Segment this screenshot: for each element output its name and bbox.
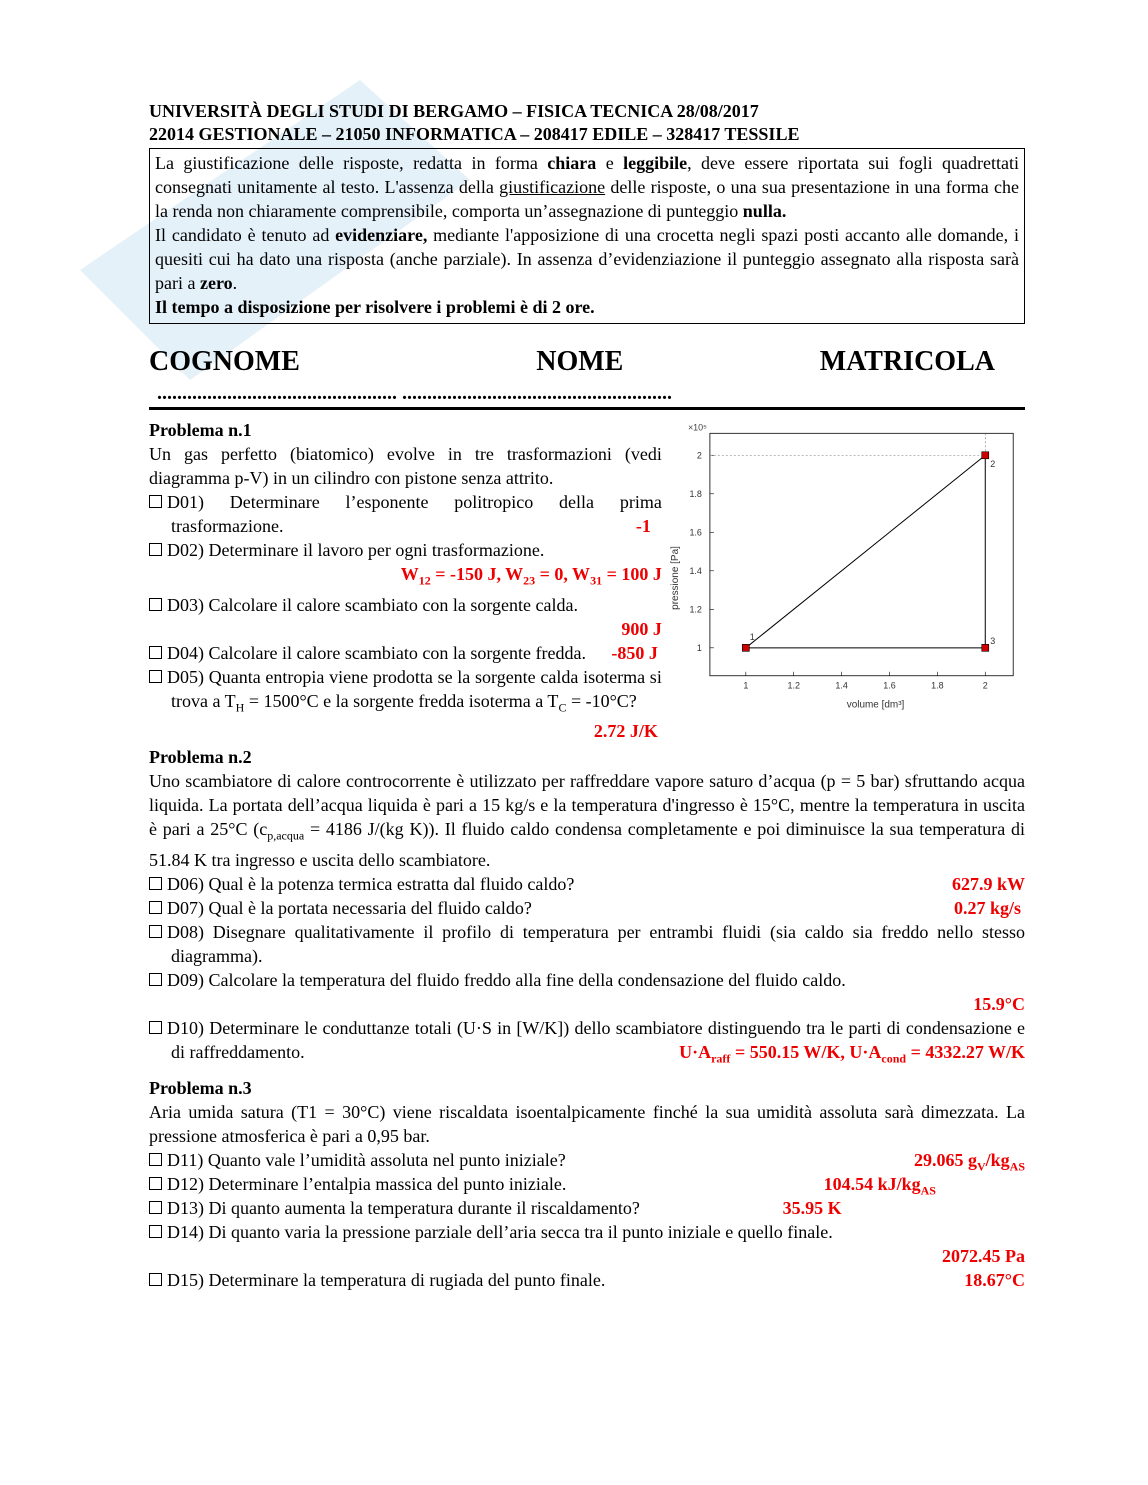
checkbox-d07[interactable] — [149, 901, 162, 914]
answer-d15: 18.67°C — [964, 1270, 1025, 1291]
y-multiplier-label: ×10⁵ — [687, 422, 707, 433]
question-d12: D12) Determinare l’entalpia massica del punto iniziale. 104.54 $kJ/kg_{AS}$ — [149, 1172, 1025, 1196]
exam-header — [149, 100, 1025, 146]
state-point-label: 1 — [749, 631, 755, 642]
answer-d05: 2.72 J/K — [593, 721, 658, 742]
cognome-label: COGNOME — [149, 346, 300, 377]
y-tick-label: 1.4 — [689, 565, 702, 576]
problem-1-intro: Un gas perfetto (biatomico) evolve in tre trasformazioni (vedi diagramma p-V) in un cilindro con pistone senza attrito. — [149, 444, 662, 488]
problem-3-intro: Aria umida satura (T1 = 30°C) viene riscaldata isoentalpicamente finché la sua umidità assoluta sarà dimezzata. La pressione atmosferica è pari a 0,95 bar. — [149, 1102, 1025, 1147]
y-tick-label: 2 — [696, 450, 702, 461]
answer-d14: 2072.45 Pa — [942, 1246, 1025, 1267]
x-tick-label: 1.8 — [930, 680, 944, 691]
problem-1 — [149, 418, 1025, 743]
problem-3 — [149, 1076, 1025, 1292]
question-d11: D11) Quanto vale l’umidità assoluta nel punto iniziale? 29.065 $g_V/kg_{AS}$ — [149, 1148, 1025, 1172]
instructions-paragraph-1: La giustificazione delle risposte, redatta in forma chiara e leggibile, deve essere riportata sui fogli quadrettati consegnati unitamente al testo. L'assenza della giustificazione delle risposte, o una sua presentazione in una forma che la renda non chiaramente comprensibile, comporta un’assegnazione di punteggio nulla. — [155, 153, 1019, 221]
pv-diagram-chart — [666, 418, 1025, 718]
problem-1-title: Problema n.1 — [149, 420, 252, 440]
state-point-label: 3 — [990, 635, 996, 646]
checkbox-d10[interactable] — [149, 1021, 162, 1034]
checkbox-d04[interactable] — [149, 646, 162, 659]
y-tick-label: 1.2 — [689, 604, 702, 615]
matricola-label: MATRICOLA — [819, 346, 995, 377]
problem-2 — [149, 745, 1025, 1070]
y-tick-label: 1.8 — [689, 488, 702, 499]
checkbox-d12[interactable] — [149, 1177, 162, 1190]
instructions-paragraph-2: Il candidato è tenuto ad evidenziare, mediante l'apposizione di una crocetta negli spazi posti accanto alle domande, i quesiti cui ha dato una risposta (anche parziale). In assenza d’evidenziazione il punteggio assegnato alla risposta sarà pari a zero. — [155, 225, 1019, 293]
question-d15: D15) Determinare la temperatura di rugiada del punto finale. 18.67°C — [149, 1268, 1025, 1292]
answer-d02: $W_{12} = -150$ J, $W_{23} = 0$, $W_{31} = 100$ J — [400, 564, 662, 588]
answer-d11: 29.065 $g_V/kg_{AS}$ — [913, 1150, 1025, 1174]
state-point-label: 2 — [990, 459, 996, 470]
question-d05: D05) Quanta entropia viene prodotta se la sorgente calda isoterma si trova a $T_H = 1500^\circ C$ e la sorgente fredda isoterma a $T_C = -10^\circ C$? 2.72 J/K — [149, 665, 662, 720]
answer-d09: 15.9°C — [973, 993, 1025, 1014]
instructions-time: Il tempo a disposizione per risolvere i problemi è di 2 ore. — [155, 297, 595, 317]
checkbox-d05[interactable] — [149, 670, 162, 683]
y-tick-label: 1 — [696, 642, 702, 653]
state-point-3 — [982, 644, 989, 651]
question-d01: D01) Determinare l’esponente politropico della prima trasformazione. -1 — [149, 490, 662, 538]
checkbox-d11[interactable] — [149, 1153, 162, 1166]
problem-2-title: Problema n.2 — [149, 747, 252, 768]
x-tick-label: 1.6 — [883, 680, 896, 691]
question-d07: D07) Qual è la portata necessaria del fluido caldo? 0.27 kg/s — [149, 896, 1025, 920]
state-point-1 — [742, 644, 749, 651]
answer-d04: -850 J — [611, 642, 658, 663]
header-line-2: 22014 GESTIONALE – 21050 INFORMATICA – 208417 EDILE – 328417 TESSILE — [149, 124, 800, 144]
cycle-segment-1-2 — [746, 455, 985, 648]
question-d13: D13) Di quanto aumenta la temperatura durante il riscaldamento? 35.95 K — [149, 1196, 1025, 1220]
x-tick-label: 2 — [982, 680, 988, 691]
checkbox-d08[interactable] — [149, 925, 162, 938]
question-d03: D03) Calcolare il calore scambiato con la sorgente calda. — [149, 593, 662, 617]
checkbox-d06[interactable] — [149, 877, 162, 890]
header-line-1: UNIVERSITÀ DEGLI STUDI DI BERGAMO – FISICA TECNICA 28/08/2017 — [149, 101, 759, 121]
student-identity-fields — [149, 346, 1025, 378]
checkbox-d14[interactable] — [149, 1225, 162, 1238]
x-tick-label: 1.2 — [787, 680, 800, 691]
x-tick-label: 1 — [743, 680, 749, 691]
question-d14: D14) Di quanto varia la pressione parziale dell’aria secca tra il punto iniziale e quello finale. — [149, 1220, 1025, 1244]
y-axis-label: pressione [Pa] — [669, 546, 681, 610]
identity-fill-line[interactable]: ................................................ ...................................................... — [149, 382, 1025, 410]
question-d08: D08) Disegnare qualitativamente il profilo di temperatura per entrambi fluidi (sia caldo sia freddo nello stesso diagramma). — [149, 920, 1025, 968]
problem-3-title: Problema n.3 — [149, 1078, 252, 1099]
answer-d03: 900 J — [621, 618, 662, 639]
answer-d07: 0.27 kg/s — [953, 897, 1021, 918]
checkbox-d01[interactable] — [149, 495, 162, 508]
x-tick-label: 1.4 — [835, 680, 848, 691]
checkbox-d03[interactable] — [149, 598, 162, 611]
answer-d12: 104.54 $kJ/kg_{AS}$ — [823, 1174, 936, 1198]
state-point-2 — [982, 452, 989, 459]
instructions-box — [149, 148, 1025, 324]
answer-d06: 627.9 kW — [951, 873, 1025, 894]
exam-page — [149, 100, 1025, 1292]
checkbox-d09[interactable] — [149, 973, 162, 986]
question-d02: D02) Determinare il lavoro per ogni trasformazione. — [149, 538, 662, 562]
answer-d13: 35.95 K — [782, 1198, 842, 1219]
question-d10: D10) Determinare le conduttanze totali (U·S in [W/K]) dello scambiatore distinguendo tra le parti di condensazione e di raffreddamento. — [149, 1016, 1025, 1064]
problem-2-intro: Uno scambiatore di calore controcorrente è utilizzato per raffreddare vapore saturo d’acqua (p = 5 bar) sfruttando acqua liquida. La portata dell’acqua liquida è pari a 15 kg/s e la temperatura d'ingresso è 15°C, mentre la temperatura in uscita è pari a 25°C ($c_{p,acqua} = 4186$ J/(kg K)). Il fluido caldo condensa completamente e poi diminuisce la sua temperatura di 51.84 K tra ingresso e uscita dello scambiatore. — [149, 771, 1025, 870]
y-tick-label: 1.6 — [689, 527, 702, 538]
answer-d10: $U\cdot A_{raff} = 550.15$ W/K, $U\cdot A_{cond} = 4332.27$ W/K — [679, 1041, 1025, 1066]
nome-label: NOME — [536, 346, 624, 377]
checkbox-d02[interactable] — [149, 543, 162, 556]
question-d04: D04) Calcolare il calore scambiato con la sorgente fredda. -850 J — [149, 641, 662, 665]
question-d09: D09) Calcolare la temperatura del fluido freddo alla fine della condensazione del fluido caldo. — [149, 968, 1025, 992]
x-axis-label: volume [dm³] — [846, 699, 905, 711]
question-d06: D06) Qual è la potenza termica estratta dal fluido caldo? 627.9 kW — [149, 872, 1025, 896]
checkbox-d13[interactable] — [149, 1201, 162, 1214]
checkbox-d15[interactable] — [149, 1273, 162, 1286]
